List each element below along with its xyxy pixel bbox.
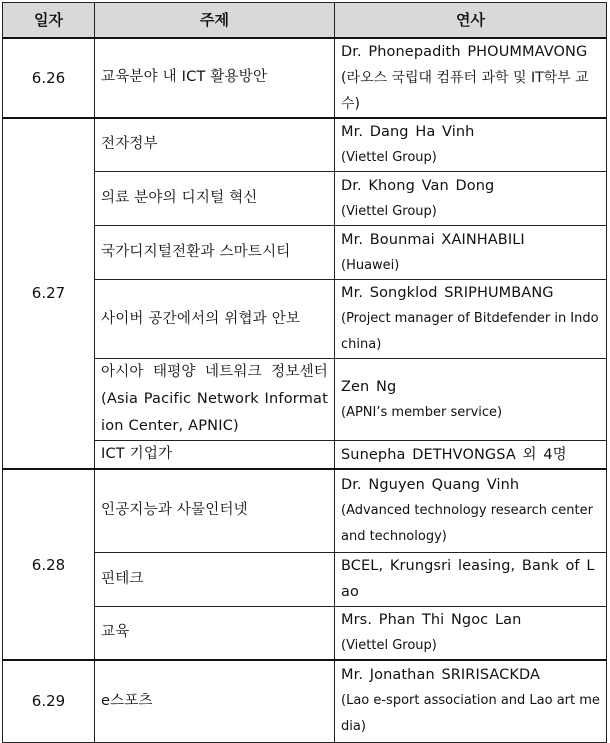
- speaker-affiliation: (Lao e-sport association and Lao art media): [341, 693, 600, 735]
- speaker-name: Sunepha DETHVONGSA 외 4명: [341, 446, 567, 463]
- speaker-affiliation: (Viettel Group): [341, 637, 437, 653]
- speaker-cell: [335, 359, 607, 441]
- speaker-affiliation: (Viettel Group): [341, 203, 437, 219]
- header-topic: 주제: [95, 3, 335, 38]
- speaker-cell: [335, 38, 607, 118]
- speaker-cell: [335, 660, 607, 742]
- table-row: [3, 118, 607, 172]
- speaker-name: Mr. Jonathan SRIRISACKDA: [341, 667, 541, 684]
- table-row: [3, 38, 607, 118]
- speaker-name: Mrs. Phan Thi Ngoc Lan: [341, 611, 522, 628]
- speaker-name: Zen Ng: [341, 378, 397, 395]
- topic-cell: 인공지능과 사물인터넷: [95, 469, 335, 552]
- topic-cell: 교육: [95, 606, 335, 660]
- speaker-cell: [335, 280, 607, 359]
- speaker-affiliation: (Huawei): [341, 257, 400, 273]
- date-cell: 6.29: [3, 660, 95, 742]
- topic-cell: 의료 분야의 디지털 혁신: [95, 172, 335, 226]
- topic-cell: 전자정부: [95, 118, 335, 172]
- speaker-name: Dr. Khong Van Dong: [341, 177, 495, 194]
- topic-cell: 아시아 태평양 네트워크 정보센터(Asia Pacific Network Information Center, APNIC): [95, 359, 335, 441]
- speaker-cell: [335, 552, 607, 606]
- speaker-affiliation: (Project manager of Bitdefender in Indochina): [341, 311, 599, 352]
- speaker-cell: [335, 226, 607, 280]
- speaker-affiliation: (Advanced technology research center and technology): [341, 502, 593, 544]
- speaker-name: BCEL, Krungsri leasing, Bank of Lao: [341, 558, 595, 600]
- table-row: [3, 660, 607, 742]
- topic-cell: 사이버 공간에서의 위협과 안보: [95, 280, 335, 359]
- date-cell: 6.28: [3, 469, 95, 660]
- speaker-cell: [335, 441, 607, 470]
- speaker-affiliation: (APNI’s member service): [341, 404, 503, 420]
- header-speaker: 연사: [335, 3, 607, 38]
- speaker-cell: [335, 118, 607, 172]
- speaker-name: Mr. Dang Ha Vinh: [341, 123, 475, 140]
- topic-cell: e스포츠: [95, 660, 335, 742]
- topic-cell: ICT 기업가: [95, 441, 335, 470]
- schedule-table: [2, 2, 607, 743]
- topic-cell: 핀테크: [95, 552, 335, 606]
- table-row: [3, 469, 607, 552]
- speaker-cell: [335, 606, 607, 660]
- topic-cell: 교육분야 내 ICT 활용방안: [95, 38, 335, 118]
- speaker-cell: [335, 469, 607, 552]
- date-cell: 6.27: [3, 118, 95, 470]
- speaker-affiliation: (Viettel Group): [341, 149, 437, 165]
- speaker-affiliation: (라오스 국립대 컴퓨터 과학 및 IT학부 교수): [341, 69, 589, 112]
- header-row: [3, 3, 607, 38]
- speaker-name: Dr. Phonepadith PHOUMMAVONG: [341, 43, 588, 60]
- header-date: 일자: [3, 3, 95, 38]
- speaker-name: Mr. Songklod SRIPHUMBANG: [341, 285, 554, 301]
- speaker-name: Mr. Bounmai XAINHABILI: [341, 231, 525, 248]
- date-cell: 6.26: [3, 38, 95, 118]
- speaker-name: Dr. Nguyen Quang Vinh: [341, 476, 520, 493]
- speaker-cell: [335, 172, 607, 226]
- topic-cell: 국가디지털전환과 스마트시티: [95, 226, 335, 280]
